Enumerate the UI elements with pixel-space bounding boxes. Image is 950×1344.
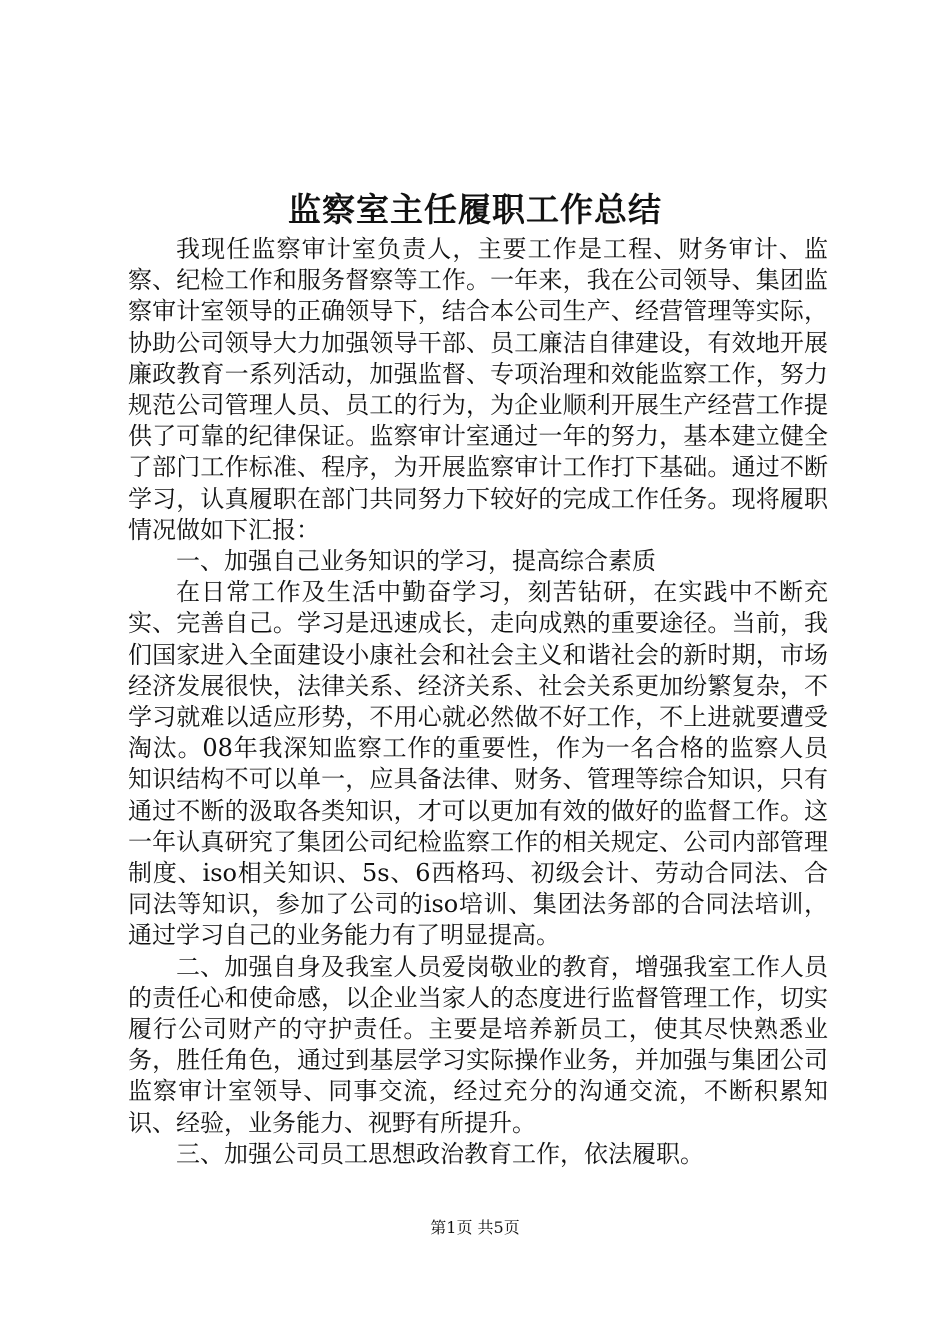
- paragraph-heading-3: 三、加强公司员工思想政治教育工作，依法履职。: [176, 1139, 704, 1168]
- document-title: 监察室主任履职工作总结: [288, 190, 662, 229]
- page-number-footer: 第1页 共5页: [430, 1218, 520, 1237]
- paragraph-heading-1: 一、加强自己业务知识的学习，提高综合素质: [176, 547, 656, 576]
- document-body: [128, 234, 828, 1170]
- paragraph-study: 在日常工作及生活中勤奋学习，刻苦钻研，在实践中不断充实、完善自己。学习是迅速成长，走向成熟的重要途径。当前，我们国家进入全面建设小康社会和社会主义和谐社会的新时期，市场经济发展很快，法律关系、经济关系、社会关系更加纷繁复杂，不学习就难以适应形势，不用心就必然做不好工作，不上进就要遭受淘汰。08年我深知监察工作的重要性，作为一名合格的监察人员知识结构不可以单一，应具备法律、财务、管理等综合知识，只有通过不断的汲取各类知识，才可以更加有效的做好的监督工作。这一年认真研究了集团公司纪检监察工作的相关规定、公司内部管理制度、iso相关知识、5s、6西格玛、初级会计、劳动合同法、合同法等知识，参加了公司的iso培训、集团法务部的合同法培训，通过学习自己的业务能力有了明显提高。: [128, 578, 828, 950]
- paragraph-heading-2: 二、加强自身及我室人员爱岗敬业的教育，增强我室工作人员的责任心和使命感，以企业当家人的态度进行监督管理工作，切实履行公司财产的守护责任。主要是培养新员工，使其尽快熟悉业务，胜任角色，通过到基层学习实际操作业务，并加强与集团公司监察审计室领导、同事交流，经过充分的沟通交流，不断积累知识、经验，业务能力、视野有所提升。: [128, 952, 828, 1137]
- paragraph-intro: 我现任监察审计室负责人，主要工作是工程、财务审计、监察、纪检工作和服务督察等工作。一年来，我在公司领导、集团监察审计室领导的正确领导下，结合本公司生产、经营管理等实际，协助公司领导大力加强领导干部、员工廉洁自律建设，有效地开展廉政教育一系列活动，加强监督、专项治理和效能监察工作，努力规范公司管理人员、员工的行为，为企业顺利开展生产经营工作提供了可靠的纪律保证。监察审计室通过一年的努力，基本建立健全了部门工作标准、程序，为开展监察审计工作打下基础。通过不断学习，认真履职在部门共同努力下较好的完成工作任务。现将履职情况做如下汇报：: [128, 235, 828, 544]
